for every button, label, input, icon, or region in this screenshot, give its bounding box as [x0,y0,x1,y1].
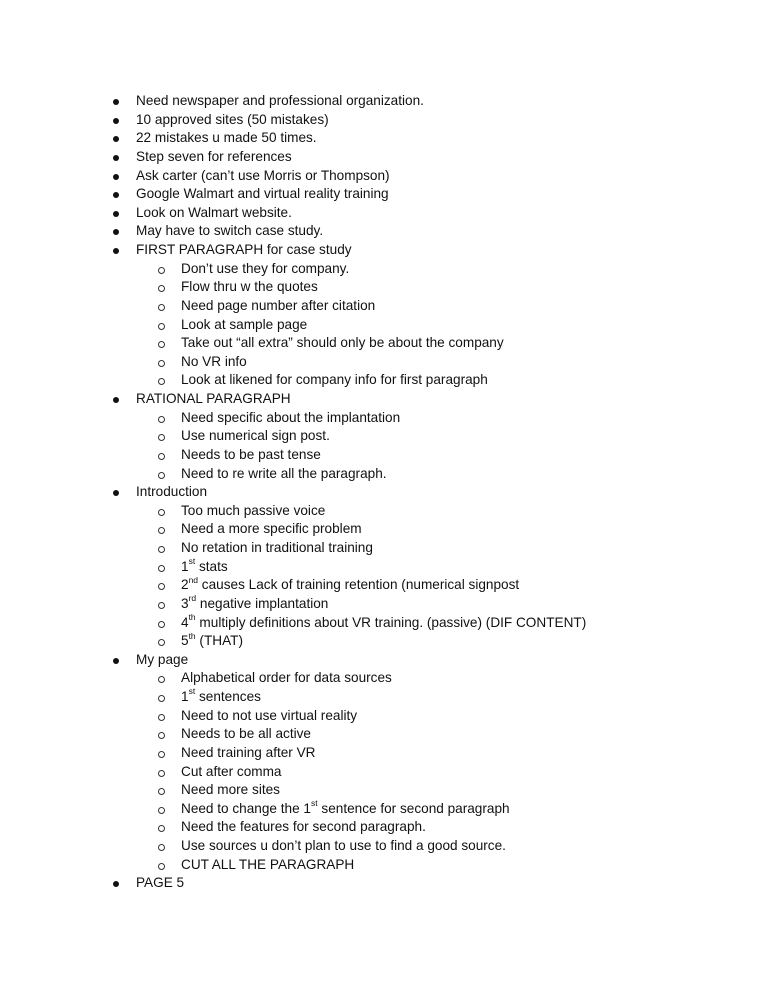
item-text-pre: 4 [181,614,189,630]
item-text [181,576,519,595]
item-text [181,800,510,819]
list-item [0,651,768,670]
item-text: Use numerical sign post. [181,428,330,444]
sub-list-item [0,353,768,372]
item-text [181,558,228,577]
sub-list-item [0,595,768,614]
sub-list-item [0,837,768,856]
sub-list-item [0,576,768,595]
item-text-post: stats [195,558,228,574]
sub-list-item [0,558,768,577]
hollow-bullet-icon [158,285,165,292]
item-text-post: causes Lack of training retention (numerical signpost [198,577,520,593]
list-item [0,185,768,204]
sub-list-item [0,763,768,782]
bullet-icon [113,192,119,198]
bullet-icon [113,99,119,105]
list-item [0,390,768,409]
item-text-pre: 5 [181,633,189,649]
list-item [0,483,768,502]
item-text: Need to re write all the paragraph. [181,465,387,481]
item-text: Ask carter (can’t use Morris or Thompson) [136,167,390,183]
item-text-pre: Need to change the 1 [181,800,311,816]
item-text: PAGE 5 [136,875,185,891]
hollow-bullet-icon [158,863,165,870]
item-text-superscript: rd [188,593,197,604]
bullet-icon [113,229,119,235]
item-text-superscript: st [188,686,196,697]
sub-list-item [0,446,768,465]
hollow-bullet-icon [158,546,165,553]
item-text [181,611,587,633]
bullet-icon [113,658,119,664]
hollow-bullet-icon [158,770,165,777]
hollow-bullet-icon [158,695,165,702]
item-text-post: (THAT) [195,633,243,649]
sub-list-item [0,688,768,707]
item-text: Look at likened for company info for first paragraph [181,372,488,388]
item-text: Need the features for second paragraph. [181,819,426,835]
sub-list-item [0,800,768,819]
item-text: CUT ALL THE PARAGRAPH [181,856,355,872]
item-text: My page [136,651,189,667]
item-text: Flow thru w the quotes [181,279,318,295]
item-text-post: negative implantation [196,595,329,611]
item-text: Don’t use they for company. [181,260,350,276]
sub-list-item [0,371,768,390]
hollow-bullet-icon [158,527,165,534]
item-text: Need training after VR [181,744,316,760]
hollow-bullet-icon [158,509,165,516]
bullet-icon [113,174,119,180]
item-text: RATIONAL PARAGRAPH [136,391,291,406]
item-text: Look at sample page [181,316,308,332]
document-bullet-list [0,92,768,893]
hollow-bullet-icon [158,639,165,646]
hollow-bullet-icon [158,416,165,423]
item-text: Need specific about the implantation [181,409,401,425]
hollow-bullet-icon [158,434,165,441]
list-item [0,111,768,130]
sub-list-item [0,465,768,484]
list-item [0,92,768,111]
bullet-icon [113,155,119,161]
bullet-icon [113,397,119,403]
sub-list-item [0,539,768,558]
item-text: Needs to be all active [181,726,311,742]
hollow-bullet-icon [158,341,165,348]
list-item [0,874,768,893]
list-item [0,129,768,148]
item-text-superscript: st [311,798,318,809]
sub-list-item [0,707,768,726]
hollow-bullet-icon [158,751,165,758]
sub-list-item [0,632,768,651]
sub-list-item [0,818,768,837]
hollow-bullet-icon [158,378,165,385]
hollow-bullet-icon [158,565,165,572]
hollow-bullet-icon [158,714,165,721]
hollow-bullet-icon [158,621,165,628]
sub-list-item [0,520,768,539]
list-item [0,204,768,223]
item-text: 22 mistakes u made 50 times. [136,130,317,146]
item-text: 10 approved sites (50 mistakes) [136,111,329,127]
item-text: Alphabetical order for data sources [181,670,392,686]
item-text: Take out “all extra” should only be about the company [181,335,504,351]
bullet-icon [113,490,119,496]
sub-list-item [0,334,768,353]
item-text: Need page number after citation [181,297,376,313]
hollow-bullet-icon [158,676,165,683]
bullet-icon [113,136,119,142]
item-text-pre: 1 [181,689,189,704]
sub-list-item [0,297,768,316]
item-text-pre: 2 [181,577,189,593]
item-text-superscript: nd [188,574,199,585]
item-text [181,595,328,614]
item-text: Too much passive voice [181,502,326,518]
item-text: Introduction [136,484,208,500]
hollow-bullet-icon [158,267,165,274]
item-text: Google Walmart and virtual reality training [136,186,389,202]
item-text: Use sources u don’t plan to use to find a good source. [181,838,506,853]
hollow-bullet-icon [158,788,165,795]
hollow-bullet-icon [158,825,165,832]
item-text: Need newspaper and professional organization. [136,93,424,108]
sub-list-item [0,856,768,875]
item-text: Need to not use virtual reality [181,707,358,723]
hollow-bullet-icon [158,844,165,851]
item-text [181,632,243,651]
item-text-superscript: th [188,611,196,622]
sub-list-item [0,316,768,335]
bullet-icon [113,881,119,887]
list-item [0,148,768,167]
sub-list-item [0,260,768,279]
sub-list-item [0,278,768,297]
item-text [181,688,261,707]
hollow-bullet-icon [158,602,165,609]
item-text: May have to switch case study. [136,223,324,239]
list-item [0,241,768,260]
hollow-bullet-icon [158,360,165,367]
sub-list-item [0,744,768,763]
sub-list-item [0,502,768,521]
hollow-bullet-icon [158,807,165,814]
item-text-post: sentence for second paragraph [317,800,510,816]
item-text-post: sentences [195,689,261,704]
list-item [0,167,768,186]
item-text-post: multiply definitions about VR training. (passive) (DIF CONTENT) [195,614,587,630]
sub-list-item [0,427,768,446]
item-text: Look on Walmart website. [136,204,292,220]
hollow-bullet-icon [158,732,165,739]
item-text: Step seven for references [136,148,292,164]
sub-list-item [0,725,768,744]
item-text: No VR info [181,353,247,369]
item-text: Needs to be past tense [181,446,321,462]
item-text: FIRST PARAGRAPH for case study [136,242,352,257]
sub-list-item [0,409,768,428]
hollow-bullet-icon [158,323,165,330]
sub-list-item [0,781,768,800]
item-text-pre: 3 [181,595,189,611]
item-text-superscript: th [188,630,196,641]
item-text-pre: 1 [181,558,189,574]
item-text: Cut after comma [181,763,282,779]
list-item [0,222,768,241]
hollow-bullet-icon [158,583,165,590]
bullet-icon [113,248,119,254]
item-text: Need a more specific problem [181,521,362,537]
item-text: Need more sites [181,782,280,798]
sub-list-item [0,611,768,633]
item-text-superscript: st [188,556,196,567]
bullet-icon [113,118,119,124]
bullet-icon [113,211,119,217]
hollow-bullet-icon [158,304,165,311]
sub-list-item [0,669,768,688]
hollow-bullet-icon [158,453,165,460]
hollow-bullet-icon [158,472,165,479]
item-text: No retation in traditional training [181,540,373,555]
